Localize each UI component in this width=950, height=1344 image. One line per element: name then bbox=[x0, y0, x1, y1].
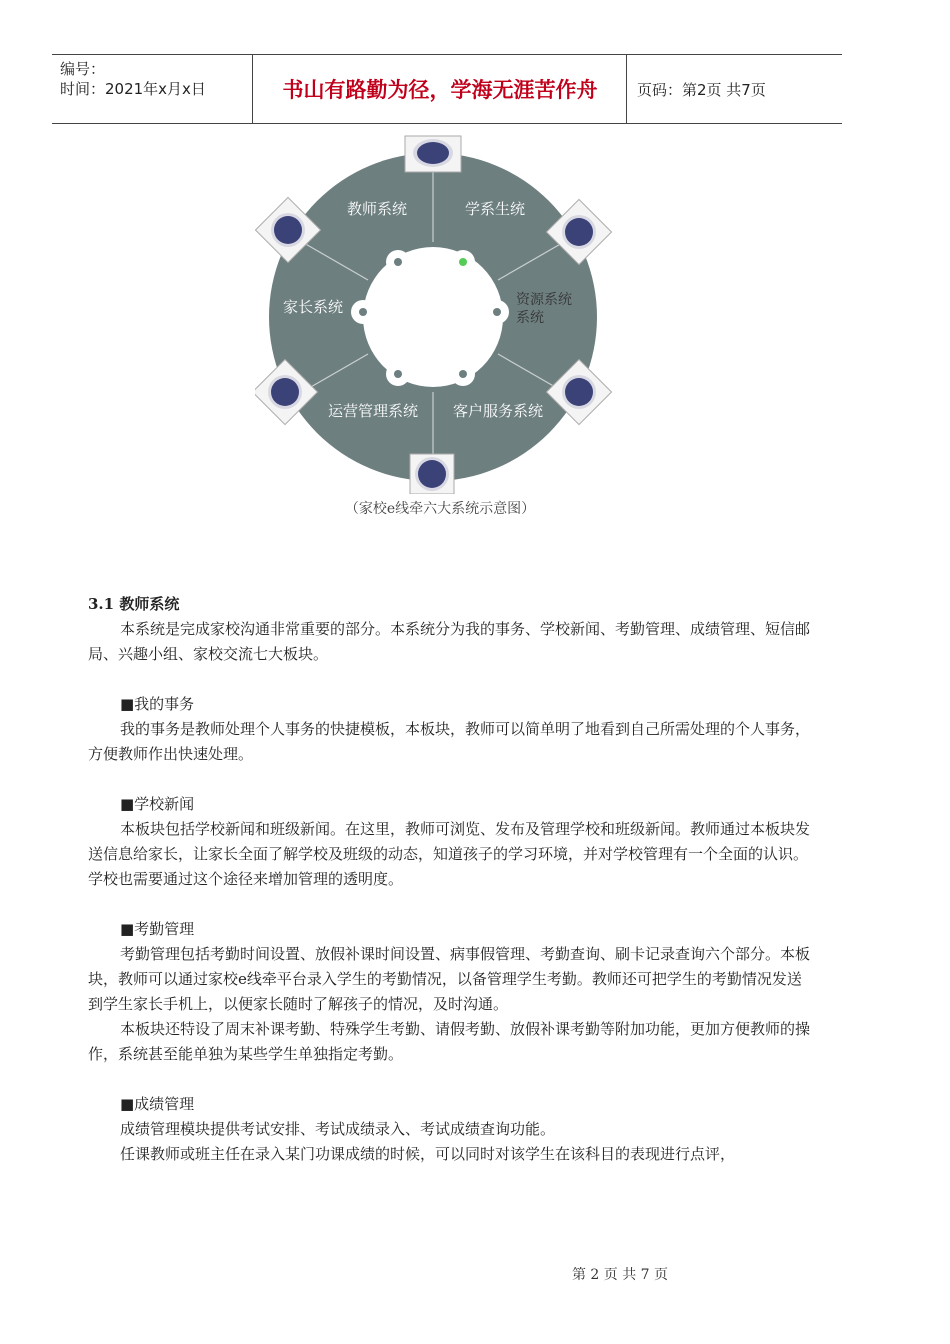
label-student-system: 学系生统 bbox=[464, 200, 526, 218]
label-operations-system: 运营管理系统 bbox=[327, 402, 419, 420]
block-heading: ■成绩管理 bbox=[120, 1095, 195, 1113]
node-icon bbox=[405, 136, 461, 172]
section-content bbox=[88, 592, 810, 1167]
diagram-center bbox=[363, 247, 503, 387]
label-teacher-system: 教师系统 bbox=[346, 200, 408, 218]
header-meta bbox=[60, 59, 206, 99]
block-paragraph: 本板块包括学校新闻和班级新闻。在这里，教师可浏览、发布及管理学校和班级新闻。教师通过本板块发送信息给家长，让家长全面了解学校及班级的动态，知道孩子的学习环境，并对学校管理有一个全面的认识。学校也需要通过这个途径来增加管理的透明度。 bbox=[88, 820, 811, 888]
header-time-label: 时间：2021年x月x日 bbox=[60, 80, 206, 98]
section-title: 3.1 教师系统 bbox=[88, 595, 180, 613]
block-heading: ■考勤管理 bbox=[120, 920, 195, 938]
page-header bbox=[52, 54, 842, 124]
page-footer: 第 2 页 共 7 页 bbox=[571, 1267, 669, 1283]
label-resource-system: 资源系统 bbox=[516, 292, 572, 308]
block-paragraph: 成绩管理模块提供考试安排、考试成绩录入、考试成绩查询功能。 bbox=[120, 1120, 556, 1138]
block-paragraph: 任课教师或班主任在录入某门功课成绩的时候，可以同时对该学生在该科目的表现进行点评， bbox=[120, 1145, 736, 1163]
header-motto: 书山有路勤为径，学海无涯苦作舟 bbox=[282, 78, 598, 102]
block-heading: ■我的事务 bbox=[120, 695, 195, 713]
label-customer-service-system: 客户服务系统 bbox=[452, 402, 544, 420]
block-heading: ■学校新闻 bbox=[120, 795, 195, 813]
active-dot bbox=[459, 258, 467, 266]
block-paragraph: 本板块还特设了周末补课考勤、特殊学生考勤、请假考勤、放假补课考勤等附加功能，更加方便教师的操作，系统甚至能单独为某些学生单独指定考勤。 bbox=[88, 1020, 811, 1063]
six-systems-diagram bbox=[255, 132, 615, 494]
header-page-label: 页码：第2页 共7页 bbox=[637, 81, 766, 99]
header-divider bbox=[626, 55, 627, 123]
node-icon bbox=[410, 454, 454, 494]
label-parent-system: 家长系统 bbox=[282, 298, 344, 316]
block-paragraph: 考勤管理包括考勤时间设置、放假补课时间设置、病事假管理、考勤查询、刷卡记录查询六个部分。本板块，教师可以通过家校e线牵平台录入学生的考勤情况，以备管理学生考勤。教师还可把学生的考勤情况发送到学生家长手机上，以便家长随时了解孩子的情况，及时沟通。 bbox=[88, 945, 811, 1013]
block-paragraph: 我的事务是教师处理个人事务的快捷模板，本板块，教师可以简单明了地看到自己所需处理的个人事务，方便教师作出快速处理。 bbox=[88, 720, 811, 763]
section-intro: 本系统是完成家校沟通非常重要的部分。本系统分为我的事务、学校新闻、考勤管理、成绩管理、短信邮局、兴趣小组、家校交流七大板块。 bbox=[88, 620, 811, 663]
diagram-caption: （家校e线牵六大系统示意图） bbox=[344, 501, 536, 517]
label-resource-system-line2: 系统 bbox=[516, 310, 544, 326]
header-number-label: 编号： bbox=[60, 60, 106, 78]
